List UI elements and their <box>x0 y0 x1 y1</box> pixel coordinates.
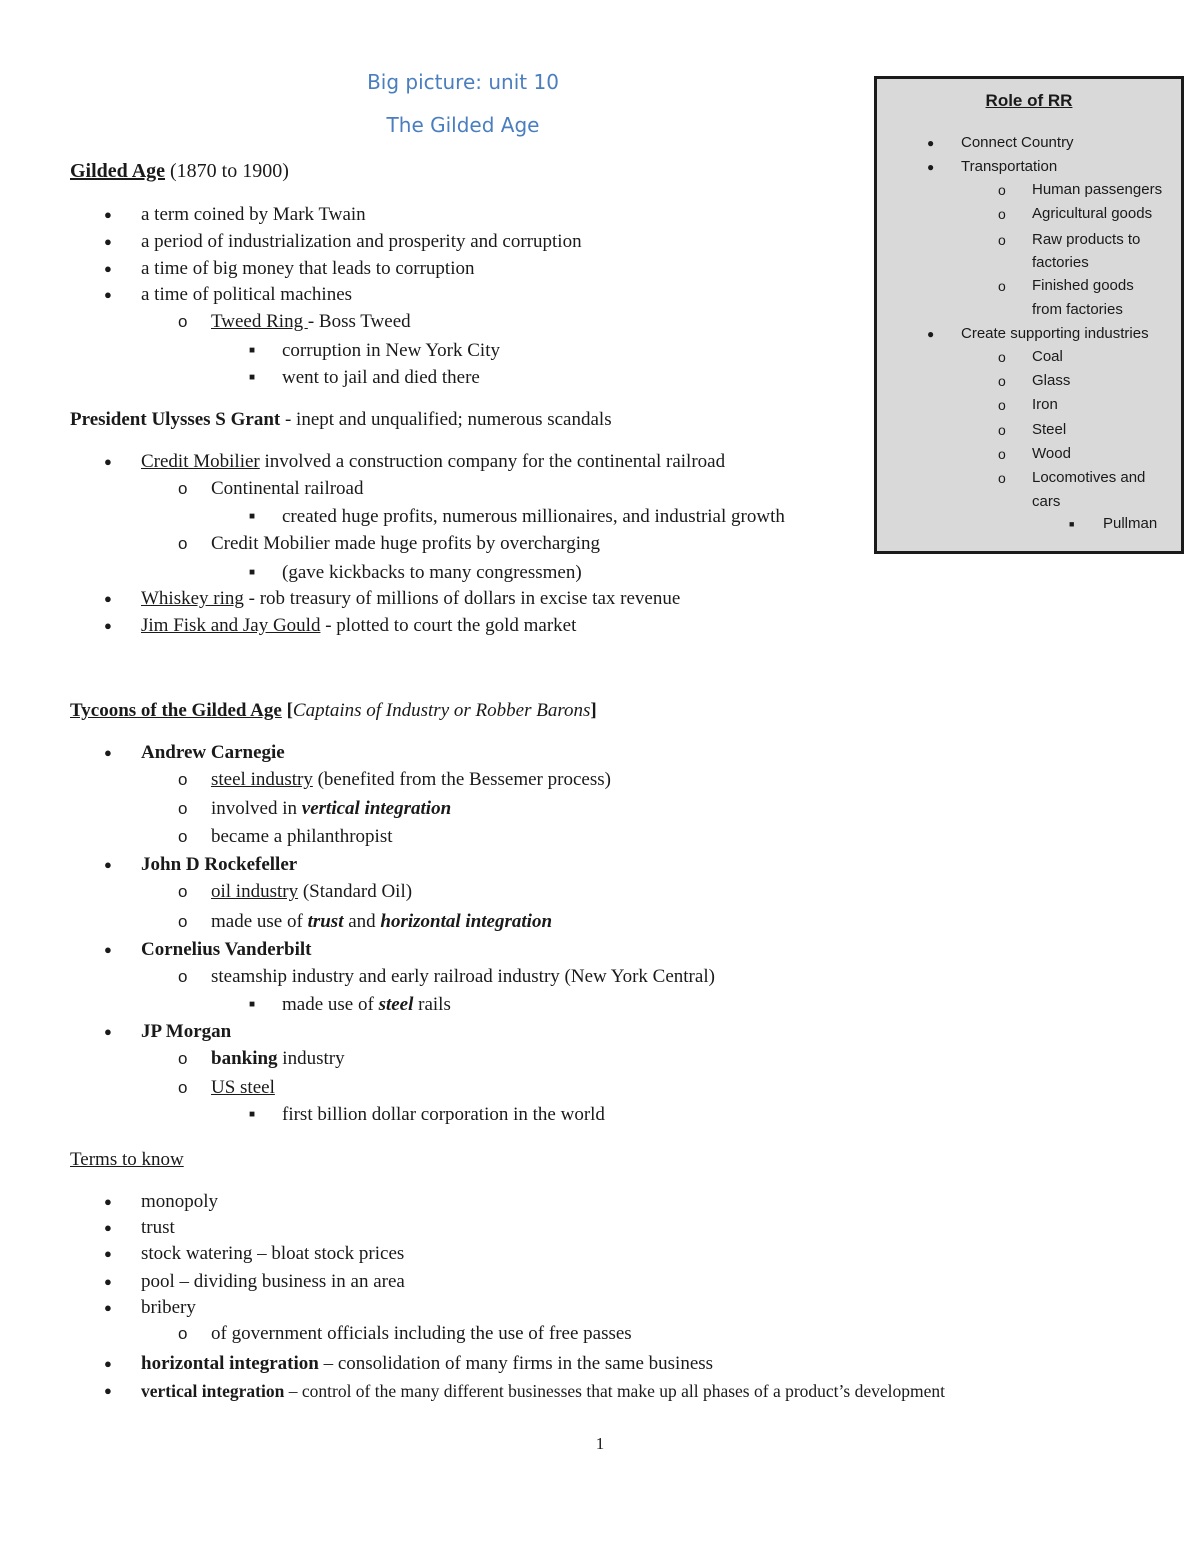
bullet-icon: ● <box>104 1024 112 1039</box>
square-bullet-icon: ■ <box>249 511 256 522</box>
page-subtitle: The Gilded Age <box>386 113 540 137</box>
grant-rest: - inept and unqualified; numerous scandals <box>280 409 612 430</box>
circle-bullet-icon: o <box>998 446 1006 462</box>
list-item: a time of political machines <box>141 284 353 305</box>
page-title: Big picture: unit 10 <box>367 70 559 94</box>
list-item: of government officials including the use of free passes <box>211 1323 632 1344</box>
circle-bullet-icon: o <box>998 232 1006 248</box>
carnegie-inv-line <box>211 797 451 821</box>
bullet-icon: ● <box>104 1220 112 1235</box>
list-item: went to jail and died there <box>282 367 480 388</box>
circle-bullet-icon: o <box>178 882 188 901</box>
oil-industry-link: oil industry <box>211 881 299 902</box>
vand-sub-post: rails <box>413 994 451 1015</box>
bullet-icon: ● <box>104 857 112 872</box>
circle-bullet-icon: o <box>178 912 188 931</box>
list-item: a term coined by Mark Twain <box>141 204 366 225</box>
list-item: a time of big money that leads to corruption <box>141 258 475 279</box>
list-item: bribery <box>141 1297 196 1318</box>
bullet-icon: ● <box>104 1356 112 1371</box>
grant-line <box>70 408 612 432</box>
square-bullet-icon: ■ <box>249 372 256 383</box>
sidebar-subitem: Iron <box>1032 396 1058 413</box>
circle-bullet-icon: o <box>178 1078 188 1097</box>
circle-bullet-icon: o <box>178 1049 188 1068</box>
bullet-icon: ● <box>104 207 112 222</box>
circle-bullet-icon: o <box>998 422 1006 438</box>
sidebar-subitem: Raw products to <box>1032 231 1141 248</box>
bullet-icon: ● <box>104 1194 112 1209</box>
bullet-icon: ● <box>104 942 112 957</box>
us-steel-line <box>211 1076 275 1100</box>
bullet-icon: ● <box>104 1246 112 1261</box>
whiskey-line <box>141 587 680 611</box>
sidebar-subitem: Locomotives and <box>1032 469 1146 486</box>
sidebar-subitem: Agricultural goods <box>1032 205 1153 222</box>
circle-bullet-icon: o <box>178 479 188 498</box>
banking-term: banking <box>211 1048 278 1069</box>
vand-sub-pre: made use of <box>282 994 379 1015</box>
rock-oil-rest: (Standard Oil) <box>298 881 413 902</box>
circle-bullet-icon: o <box>998 206 1006 222</box>
us-steel-link: US steel <box>211 1077 275 1098</box>
circle-bullet-icon: o <box>998 349 1006 365</box>
terms-heading: Terms to know <box>70 1149 184 1170</box>
credit-rest: involved a construction company for the continental railroad <box>259 451 726 472</box>
whiskey-rest: - rob treasury of millions of dollars in excise tax revenue <box>243 588 681 609</box>
bullet-icon: ● <box>104 618 112 633</box>
square-bullet-icon: ■ <box>249 999 256 1010</box>
circle-bullet-icon: o <box>178 799 188 818</box>
horiz-def: – consolidation of many firms in the same business <box>318 1353 714 1374</box>
circle-bullet-icon: o <box>178 967 188 986</box>
tycoon-name: JP Morgan <box>141 1021 232 1042</box>
gilded-dates: (1870 to 1900) <box>165 160 289 182</box>
sidebar-subitem: cars <box>1032 493 1061 510</box>
bullet-icon: ● <box>104 745 112 760</box>
carnegie-steel-rest: (benefited from the Bessemer process) <box>312 769 611 790</box>
role-of-rr-box <box>874 76 1184 554</box>
trust-term: trust <box>307 911 344 932</box>
tweed-line <box>211 310 411 334</box>
sidebar-subitem: Coal <box>1032 348 1063 365</box>
list-item: corruption in New York City <box>282 340 500 361</box>
carnegie-inv-pre: involved in <box>211 798 302 819</box>
tweed-rest: - Boss Tweed <box>307 311 411 332</box>
sidebar-subsubitem: Pullman <box>1103 515 1158 532</box>
circle-bullet-icon: o <box>178 312 188 331</box>
square-bullet-icon: ■ <box>249 345 256 356</box>
fisk-link: Jim Fisk and Jay Gould <box>141 615 321 636</box>
list-item: (gave kickbacks to many congressmen) <box>282 562 582 583</box>
list-item: became a philanthropist <box>211 826 393 847</box>
list-item: created huge profits, numerous millionaires, and industrial growth <box>282 506 785 527</box>
morgan-bank-line <box>211 1047 345 1071</box>
circle-bullet-icon: o <box>998 397 1006 413</box>
bracket-open: [ <box>281 700 293 721</box>
morgan-bank-rest: industry <box>277 1048 345 1069</box>
vert-term: vertical integration <box>141 1381 285 1401</box>
credit-mobilier-link: Credit Mobilier <box>141 451 260 472</box>
bullet-icon: ● <box>104 454 112 469</box>
credit-line <box>141 450 725 474</box>
sidebar-item: Connect Country <box>961 134 1074 151</box>
list-item: stock watering – bloat stock prices <box>141 1243 405 1264</box>
steel-term: steel <box>378 994 414 1015</box>
sidebar-subitem: factories <box>1032 254 1089 271</box>
sidebar-subitem: from factories <box>1032 301 1123 318</box>
vert-line <box>141 1379 945 1403</box>
terms-heading-line <box>70 1148 184 1172</box>
rock-and: and <box>343 911 381 932</box>
bullet-icon: ● <box>104 234 112 249</box>
tycoon-name: Cornelius Vanderbilt <box>141 939 312 960</box>
rock-pre: made use of <box>211 911 308 932</box>
list-item: steamship industry and early railroad industry (New York Central) <box>211 966 715 987</box>
list-item: Continental railroad <box>211 478 364 499</box>
bullet-icon: ● <box>104 591 112 606</box>
vand-sub-line <box>282 993 451 1017</box>
tycoon-name: Andrew Carnegie <box>141 742 285 763</box>
vert-def: – control of the many different businesses that make up all phases of a product’s development <box>284 1381 945 1401</box>
circle-bullet-icon: o <box>998 470 1006 486</box>
gilded-heading-line <box>70 159 289 183</box>
tycoon-name: John D Rockefeller <box>141 854 298 875</box>
horiz-line <box>141 1352 713 1376</box>
tycoons-heading: Tycoons of the Gilded Age <box>70 700 282 721</box>
steel-industry-link: steel industry <box>211 769 313 790</box>
list-item: trust <box>141 1217 175 1238</box>
carnegie-steel-line <box>211 768 611 792</box>
circle-bullet-icon: o <box>998 182 1006 198</box>
sidebar-item: Create supporting industries <box>961 325 1149 342</box>
circle-bullet-icon: o <box>178 770 188 789</box>
list-item: monopoly <box>141 1191 219 1212</box>
square-bullet-icon: ■ <box>249 1109 256 1120</box>
circle-bullet-icon: o <box>998 278 1006 294</box>
horiz-term: horizontal integration <box>141 1353 319 1374</box>
tycoons-subtitle: Captains of Industry or Robber Barons <box>292 700 591 721</box>
bullet-icon: ● <box>104 287 112 302</box>
sidebar-item: Transportation <box>961 158 1058 175</box>
bullet-icon: ● <box>104 1383 112 1398</box>
bullet-icon: ● <box>927 327 935 341</box>
bullet-icon: ● <box>104 1274 112 1289</box>
list-item: Credit Mobilier made huge profits by overcharging <box>211 533 601 554</box>
sidebar-title: Role of RR <box>985 91 1073 110</box>
circle-bullet-icon: o <box>998 373 1006 389</box>
bullet-icon: ● <box>104 1300 112 1315</box>
sidebar-subitem: Wood <box>1032 445 1071 462</box>
gilded-heading: Gilded Age <box>70 160 166 182</box>
rock-oil-line <box>211 880 412 904</box>
tweed-link: Tweed Ring <box>211 311 308 332</box>
list-item: first billion dollar corporation in the world <box>282 1104 605 1125</box>
bullet-icon: ● <box>927 160 935 174</box>
sidebar-subitem: Glass <box>1032 372 1071 389</box>
circle-bullet-icon: o <box>178 534 188 553</box>
bullet-icon: ● <box>927 136 935 150</box>
horizontal-integration-term: horizontal integration <box>380 911 553 932</box>
sidebar-subitem: Finished goods <box>1032 277 1134 294</box>
circle-bullet-icon: o <box>178 1324 188 1343</box>
grant-heading: President Ulysses S Grant <box>70 409 281 430</box>
sidebar-subitem: Steel <box>1032 421 1067 438</box>
list-item: a period of industrialization and prosperity and corruption <box>141 231 582 252</box>
vertical-integration-term: vertical integration <box>301 798 452 819</box>
rock-trust-line <box>211 910 552 934</box>
tycoons-heading-line <box>70 699 597 723</box>
list-item: pool – dividing business in an area <box>141 1271 405 1292</box>
fisk-line <box>141 614 576 638</box>
whiskey-link: Whiskey ring <box>141 588 244 609</box>
bracket-close: ] <box>590 700 597 721</box>
bullet-icon: ● <box>104 261 112 276</box>
circle-bullet-icon: o <box>178 827 188 846</box>
square-bullet-icon: ■ <box>1069 519 1075 529</box>
square-bullet-icon: ■ <box>249 567 256 578</box>
fisk-rest: - plotted to court the gold market <box>320 615 577 636</box>
sidebar-subitem: Human passengers <box>1032 181 1163 198</box>
page-number: 1 <box>595 1434 605 1453</box>
